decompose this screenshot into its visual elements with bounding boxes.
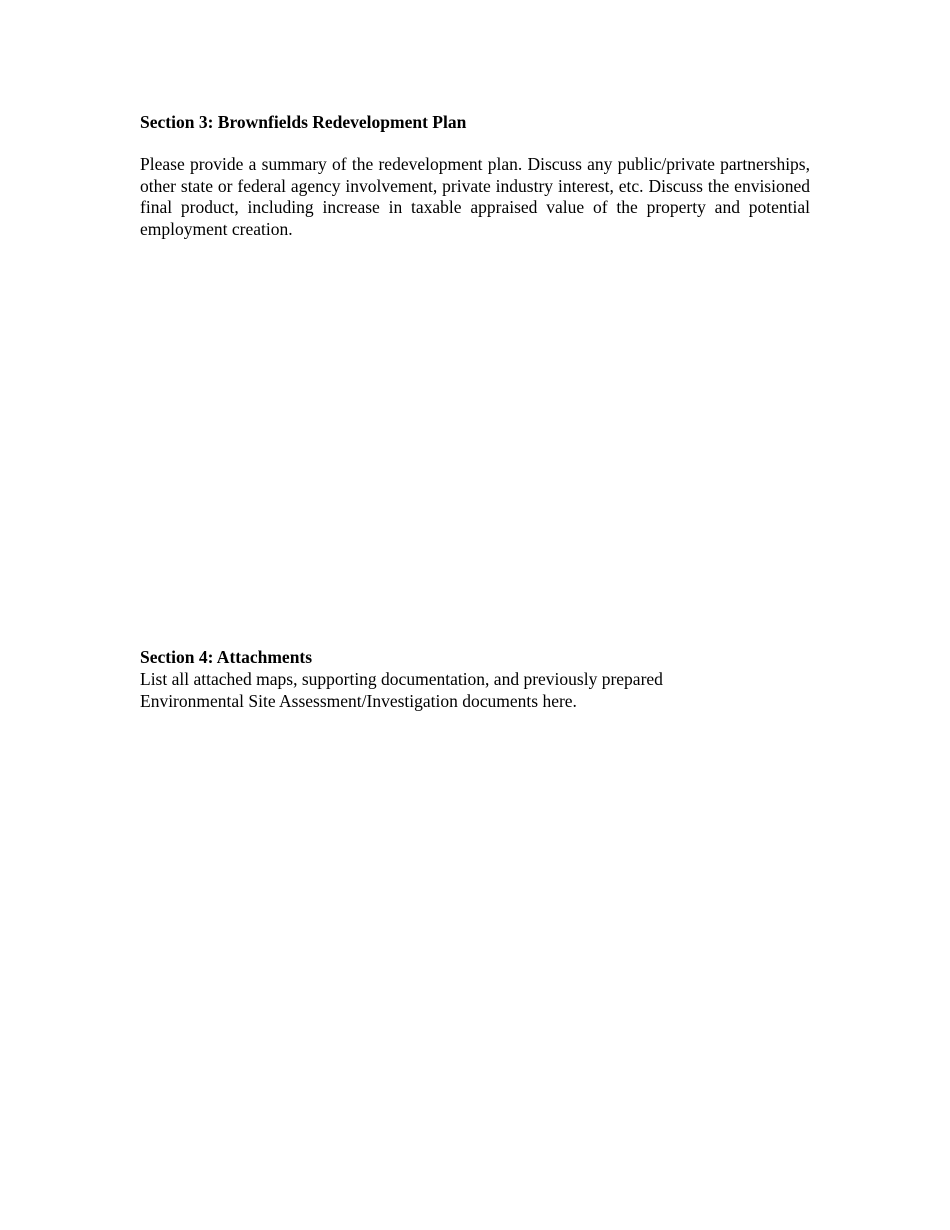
section-4-instructions-line: Environmental Site Assessment/Investigation documents here.: [140, 690, 577, 711]
section-4-heading: Section 4: Attachments: [140, 647, 313, 667]
section-3-instructions: Please provide a summary of the redevelopment plan. Discuss any public/private partnerships, other state or federal agency involvement, private industry interest, etc. Discuss the envisioned final product, including increase in taxable appraised value of the property and potential employment creation.: [140, 154, 810, 239]
section-4-instructions: [140, 669, 810, 712]
section-3-heading: Section 3: Brownfields Redevelopment Plan: [140, 112, 467, 132]
section-4-instructions-line: List all attached maps, supporting documentation, and previously prepared: [140, 669, 663, 689]
